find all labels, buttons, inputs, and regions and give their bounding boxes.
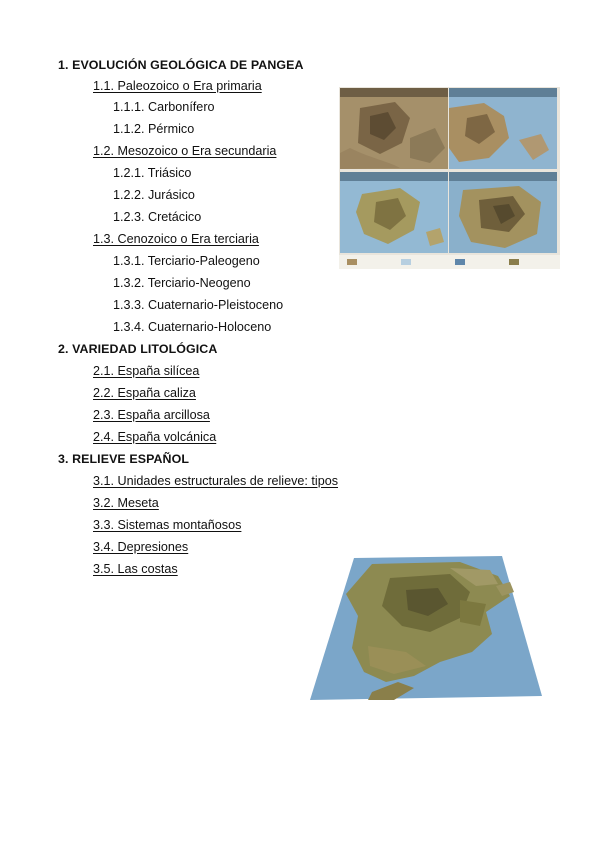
link-espana-caliza[interactable]: 2.2. España caliza <box>93 386 196 400</box>
paleogeographic-maps-image <box>339 87 560 269</box>
legend-swatch-relief <box>509 259 519 265</box>
map-panel-2 <box>449 88 557 169</box>
link-espana-arcillosa[interactable]: 2.3. España arcillosa <box>93 408 210 422</box>
link-espana-silicea[interactable]: 2.1. España silícea <box>93 364 200 378</box>
item-pleistoceno: 1.3.3. Cuaternario-Pleistoceno <box>113 298 284 312</box>
legend-swatch-deep-sea <box>455 259 465 265</box>
map-panel-1 <box>340 88 448 169</box>
map-panel-4 <box>449 172 557 253</box>
link-sistemas-montanosos[interactable]: 3.3. Sistemas montañosos <box>93 518 242 532</box>
item-cretacico: 1.2.3. Cretácico <box>113 210 202 224</box>
item-triasico: 1.2.1. Triásico <box>113 166 192 180</box>
link-paleozoico[interactable]: 1.1. Paleozoico o Era primaria <box>93 79 262 93</box>
map-legend <box>339 255 560 269</box>
item-neogeno: 1.3.2. Terciario-Neogeno <box>113 276 251 290</box>
link-depresiones[interactable]: 3.4. Depresiones <box>93 540 189 554</box>
link-espana-volcanica[interactable]: 2.4. España volcánica <box>93 430 217 444</box>
link-las-costas[interactable]: 3.5. Las costas <box>93 562 178 576</box>
link-meseta[interactable]: 3.2. Meseta <box>93 496 159 510</box>
item-permico: 1.1.2. Pérmico <box>113 122 195 136</box>
item-carbonifero: 1.1.1. Carbonífero <box>113 100 215 114</box>
link-cenozoico[interactable]: 1.3. Cenozoico o Era terciaria <box>93 232 259 246</box>
item-jurasico: 1.2.2. Jurásico <box>113 188 195 202</box>
section-2-title: 2. VARIEDAD LITOLÓGICA <box>58 342 218 356</box>
map-panel-3 <box>340 172 448 253</box>
legend-swatch-shallow-sea <box>401 259 411 265</box>
section-1-title: 1. EVOLUCIÓN GEOLÓGICA DE PANGEA <box>58 58 304 72</box>
section-3-title: 3. RELIEVE ESPAÑOL <box>58 452 190 466</box>
item-holoceno: 1.3.4. Cuaternario-Holoceno <box>113 320 272 334</box>
item-paleogeno: 1.3.1. Terciario-Paleogeno <box>113 254 260 268</box>
link-mesozoico[interactable]: 1.2. Mesozoico o Era secundaria <box>93 144 277 158</box>
link-unidades-estructurales[interactable]: 3.1. Unidades estructurales de relieve: tipos <box>93 474 339 488</box>
legend-swatch-land <box>347 259 357 265</box>
iberian-peninsula-relief-image <box>310 556 542 700</box>
